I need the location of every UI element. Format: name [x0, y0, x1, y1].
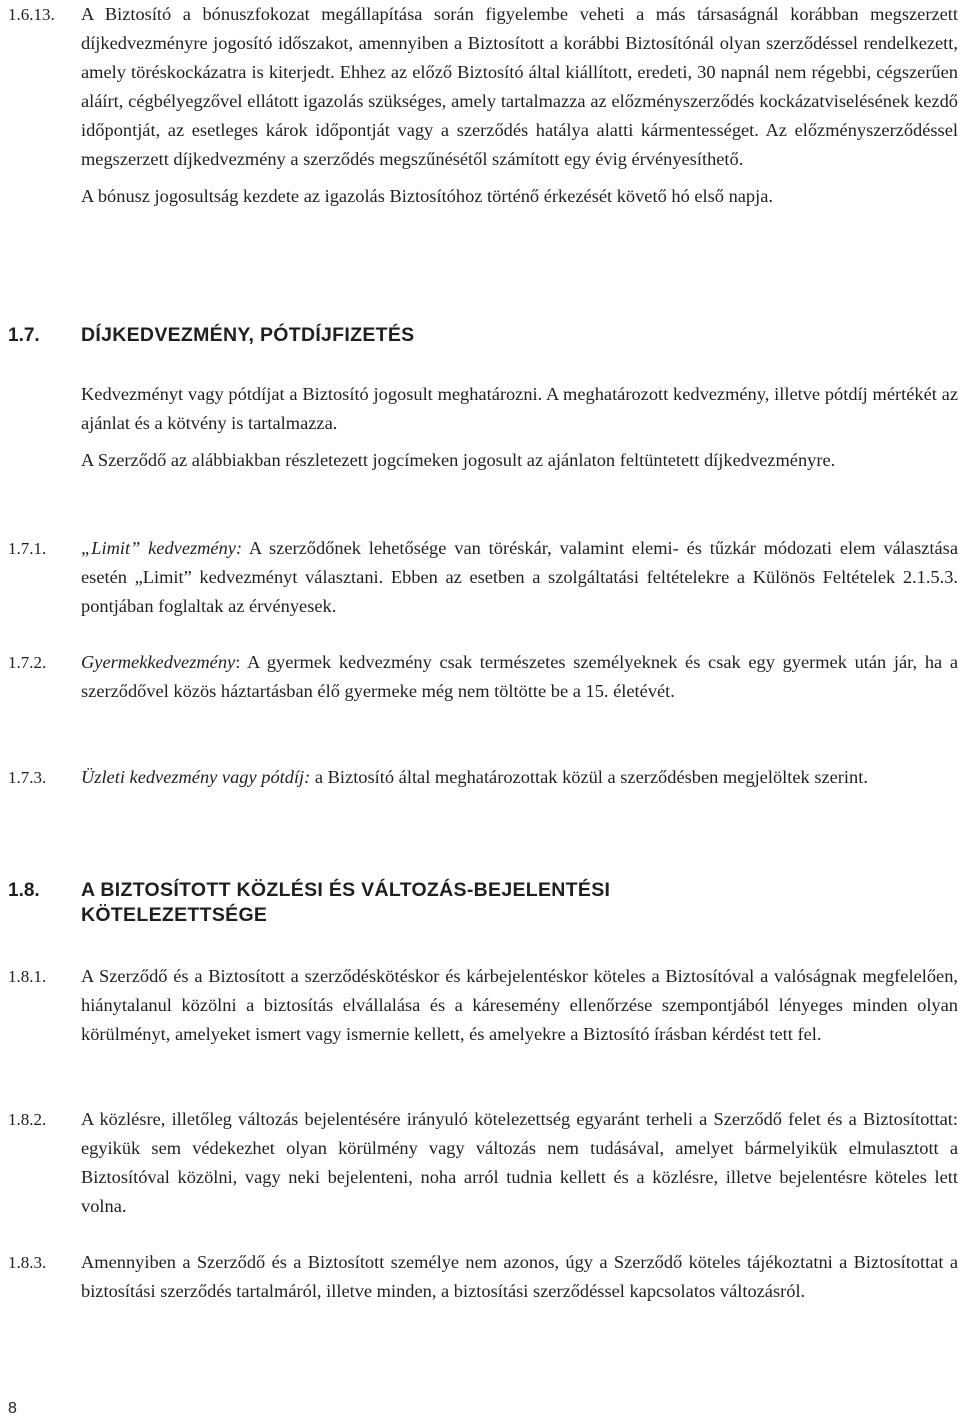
paragraph: Kedvezményt vagy pótdíjat a Biztosító jogosult meghatározni. A meghatározott kedvezmény, illetve pótdíj mértékét az ajánlat és a kötvény is tartalmazza. [81, 384, 958, 433]
heading-line: KÖTELEZETTSÉGE [81, 904, 268, 926]
section-number: 1.7.1. [8, 539, 47, 558]
term-label: Gyermekkedvezmény [81, 652, 236, 672]
section-body [81, 962, 958, 1049]
section-number: 1.8.1. [8, 967, 47, 986]
section-number: 1.8.2. [8, 1110, 47, 1129]
section-number: 1.7.3. [8, 768, 47, 787]
section-body [81, 380, 958, 475]
section-body [81, 534, 958, 621]
section-body [81, 1105, 958, 1221]
term-label: Üzleti kedvezmény vagy pótdíj: [81, 767, 311, 787]
section-body [81, 648, 958, 706]
paragraph [81, 534, 958, 621]
paragraph: Amennyiben a Szerződő és a Biztosított személye nem azonos, úgy a Szerződő köteles tájékoztatni a Biztosítottat a biztosítási szerződés tartalmáról, illetve minden, a biztosítási szerződéssel kapcsolatos változásról. [81, 1252, 958, 1301]
section-1-7-2 [8, 648, 958, 706]
paragraph: A Biztosító a bónuszfokozat megállapítása során figyelembe veheti a más társaságnál korábban megszerzett díjkedvezményre jogosító időszakot, amennyiben a Biztosított a korábbi Biztosítónál olyan szerződéssel rendelkezett, amely töréskockázatra is kiterjedt. Ehhez az előző Biztosító által kiállított, eredeti, 30 napnál nem régebbi, cégszerűen aláírt, cégbélyegzővel ellátott igazolás szükséges, amely tartalmazza az előzményszerződés kockázatviselésének kezdő időpontját, az esetleges károk időpontját vagy a szerződés hatálya alatti kármentességet. Az előzményszerződéssel megszerzett díjkedvezmény a szerződés megszűnésétől számított egy évig érvényesíthető. [81, 4, 958, 169]
heading-1-8 [8, 878, 958, 928]
heading-line: A BIZTOSÍTOTT KÖZLÉSI ÉS VÁLTOZÁS-BEJELENTÉSI [81, 879, 611, 901]
section-body [81, 0, 958, 211]
section-number: 1.7.2. [8, 653, 47, 672]
section-1-6-13 [8, 0, 958, 211]
heading-number: 1.8. [8, 880, 40, 901]
section-1-8-3 [8, 1248, 958, 1306]
section-number: 1.8.3. [8, 1253, 47, 1272]
section-body [81, 763, 958, 792]
section-1-7-1 [8, 534, 958, 621]
term-label: „Limit” kedvezmény: [81, 538, 243, 558]
section-1-8-1 [8, 962, 958, 1049]
section-1-8-2 [8, 1105, 958, 1221]
section-number: 1.6.13. [8, 5, 55, 24]
paragraph: A közlésre, illetőleg változás bejelentésére irányuló kötelezettség egyaránt terheli a Szerződő felet és a Biztosítottat: egyikük sem védekezhet olyan körülmény vagy változás nem tudásával, amelyet bármelyikük elmulasztott a Biztosítóval közölni, vagy neki bejelenteni, noha arról tudnia kellett és a közlésre, illetve bejelentésre köteles lett volna. [81, 1109, 958, 1216]
section-1-7-intro [8, 380, 958, 475]
page-number: 8 [8, 1400, 17, 1417]
term-text: a Biztosító által meghatározottak közül a szerződésben megjelöltek szerint. [310, 767, 868, 787]
heading-1-7 [8, 323, 958, 348]
paragraph [81, 763, 958, 792]
paragraph [81, 648, 958, 706]
heading-title: DÍJKEDVEZMÉNY, PÓTDÍJFIZETÉS [81, 324, 415, 346]
heading-number: 1.7. [8, 325, 40, 346]
term-text: : A gyermek kedvezmény csak természetes személyeknek és csak egy gyermek után jár, ha a szerződővel közös háztartásban élő gyermeke még nem töltötte be a 15. életévét. [81, 652, 958, 701]
term-text: A szerződőnek lehetősége van töréskár, valamint elemi- és tűzkár módozati elem választása esetén „Limit” kedvezményt választani. Ebben az esetben a szolgáltatási feltételekre a Különös Feltételek 2.1.5.3. pontjában foglaltak az érvényesek. [81, 538, 958, 616]
section-1-7-3 [8, 763, 958, 792]
paragraph: A Szerződő az alábbiakban részletezett jogcímeken jogosult az ajánlaton feltüntetett díjkedvezményre. [81, 450, 836, 470]
paragraph: A bónusz jogosultság kezdete az igazolás Biztosítóhoz történő érkezését követő hó első napja. [81, 186, 774, 206]
heading-title [81, 878, 958, 928]
paragraph: A Szerződő és a Biztosított a szerződéskötéskor és kárbejelentéskor köteles a Biztosítóval a valóságnak megfelelően, hiánytalanul közölni a biztosítás elvállalása és a káresemény ellenőrzése szempontjából lényeges minden olyan körülményt, amelyeket ismert vagy ismernie kellett, és amelyekre a Biztosító írásban kérdést tett fel. [81, 966, 958, 1044]
section-body [81, 1248, 958, 1306]
